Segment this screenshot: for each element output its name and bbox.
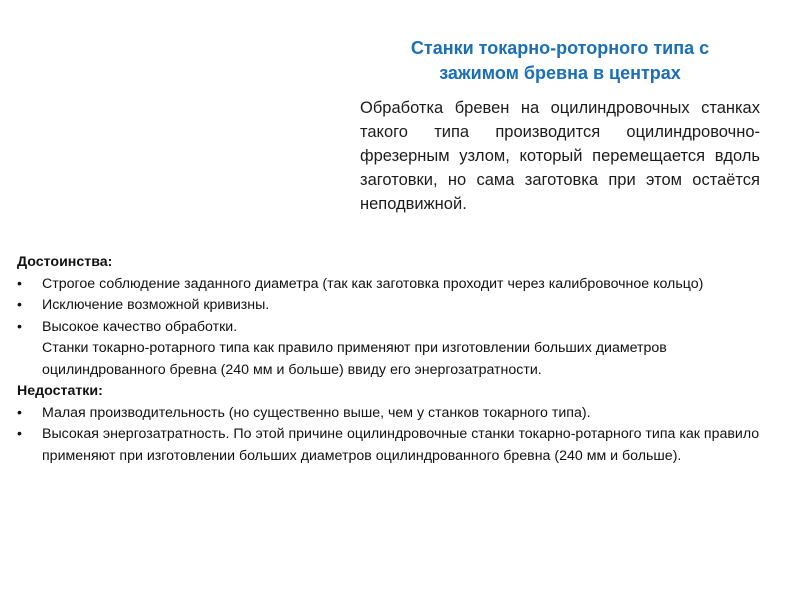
advantage-text: Исключение возможной кривизны. [42, 297, 270, 313]
bullet-icon: • [17, 297, 22, 313]
list-item [17, 295, 777, 317]
bullet-icon: • [17, 318, 22, 335]
advantage-text: Строгое соблюдение заданного диаметра (так как заготовка проходит через калибровочное кольцо) [42, 275, 704, 292]
page-title: Станки токарно-роторного типа с зажимом бревна в центрах [410, 38, 710, 83]
disadvantages-list [17, 403, 777, 468]
pros-cons-section [17, 252, 777, 467]
list-item [17, 424, 777, 467]
list-item [17, 403, 777, 425]
list-item [17, 274, 777, 296]
disadvantage-text: Высокая энергозатратность. По этой причине оцилиндровочные станки токарно-ротарного типа как правило применяют при изготовлении больших диаметров оцилиндрованного бревна (240 мм и больше). [42, 426, 760, 464]
disadvantages-heading: Недостатки: [17, 383, 103, 399]
intro-paragraph: Обработка бревен на оцилиндровочных станках такого типа производится оцилиндровочно-фрезерным узлом, который перемещается вдоль заготовки, но сама заготовка при этом остаётся неподвижной. [360, 99, 760, 213]
advantages-note: Станки токарно-ротарного типа как правило применяют при изготовлении больших диаметров оцилиндрованного бревна (240 мм и больше) ввиду его энергозатратности. [42, 340, 667, 378]
bullet-icon: • [17, 275, 22, 292]
advantage-text: Высокое качество обработки. [42, 318, 238, 335]
bullet-icon: • [17, 404, 22, 421]
advantages-list [17, 274, 777, 382]
advantages-heading: Достоинства: [17, 254, 113, 270]
disadvantage-text: Малая производительность (но существенно выше, чем у станков токарного типа). [42, 404, 591, 421]
bullet-icon: • [17, 426, 22, 442]
list-item [17, 317, 777, 382]
